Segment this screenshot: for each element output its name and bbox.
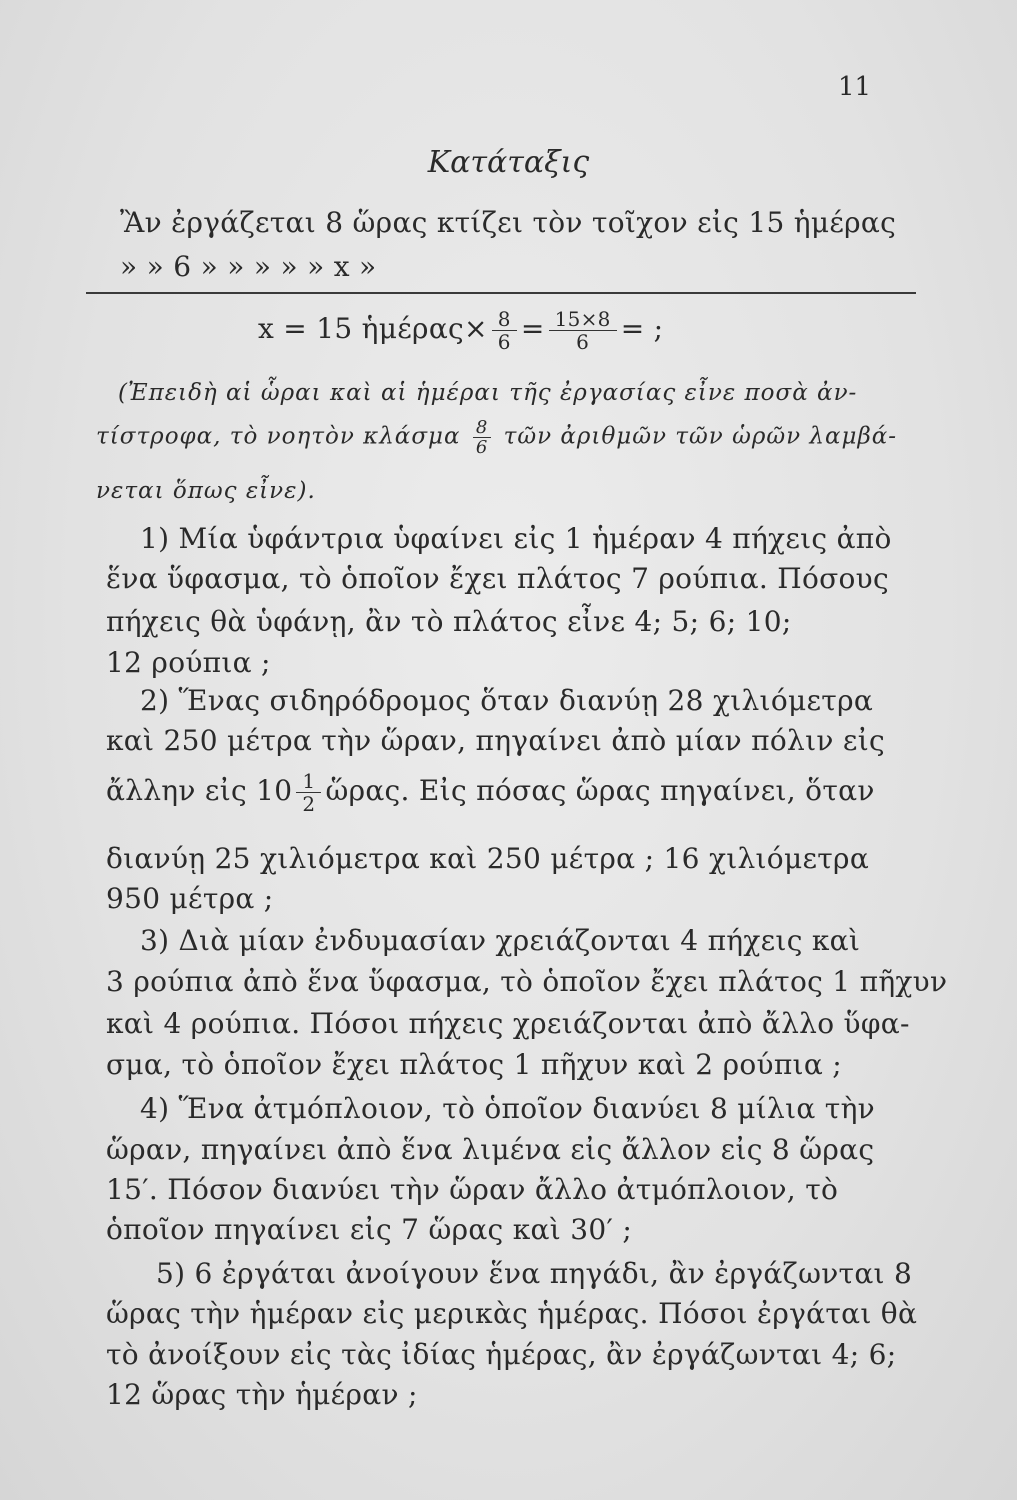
section-title: Κατάταξις xyxy=(427,145,590,180)
problem-4-line-2: ὥραν, πηγαίνει ἀπὸ ἕνα λιμένα εἰς ἄλλον εἰς 8 ὥρας xyxy=(106,1133,875,1166)
problem-1-line-4: 12 ρούπια ; xyxy=(106,646,271,679)
problem-1-line-2: ἕνα ὕφασμα, τὸ ὁποῖον ἔχει πλάτος 7 ρούπια. Πόσους xyxy=(106,562,889,595)
problem-4-line-1: 4) Ἕνα ἀτμόπλοιον, τὸ ὁποῖον διανύει 8 μίλια τὴν xyxy=(140,1092,875,1125)
problem-3-line-1: 3) Διὰ μίαν ἐνδυμασίαν χρειάζονται 4 πήχεις καὶ xyxy=(140,924,861,957)
problem-5-line-4: 12 ὥρας τὴν ἡμέραν ; xyxy=(106,1378,418,1411)
formula-fraction-1: $\frac{8}{6}$ xyxy=(492,308,517,353)
problem-4-line-4: ὁποῖον πηγαίνει εἰς 7 ὥρας καὶ 30′ ; xyxy=(106,1213,633,1246)
note-line-3: νεται ὅπως εἶνε). xyxy=(96,478,316,504)
arrangement-line-2: » » 6 » » » » » x » xyxy=(120,250,377,283)
problem-2-line-3: ἄλλην εἰς 10 $\frac{1}{2}$ ὥρας. Εἰς πόσας ὥρας πηγαίνει, ὅταν xyxy=(106,769,875,816)
problem-1-line-1: 1) Μία ὑφάντρια ὑφαίνει εἰς 1 ἡμέραν 4 πήχεις ἀπὸ xyxy=(140,522,892,555)
problem-5-line-3: τὸ ἀνοίξουν εἰς τὰς ἰδίας ἡμέρας, ἂν ἐργάζωνται 4; 6; xyxy=(106,1338,897,1371)
formula-equals: = xyxy=(520,312,545,345)
problem-2-line-2: καὶ 250 μέτρα τὴν ὥραν, πηγαίνει ἀπὸ μίαν πόλιν εἰς xyxy=(106,724,885,757)
formula-fraction-2: $\frac{15\times 8}{6}$ xyxy=(549,308,617,353)
note-line-2: τίστροφα, τὸ νοητὸν κλάσμα $\frac{8}{6}$ τῶν ἀριθμῶν τῶν ὡρῶν λαμβά- xyxy=(96,417,898,458)
problem-2-line-5: 950 μέτρα ; xyxy=(106,882,274,915)
problem-3-line-4: σμα, τὸ ὁποῖον ἔχει πλάτος 1 πῆχυν καὶ 2 ρούπια ; xyxy=(106,1048,842,1081)
problem-3-line-3: καὶ 4 ρούπια. Πόσοι πήχεις χρειάζονται ἀπὸ ἄλλο ὕφα- xyxy=(106,1007,910,1040)
problem-2-line-4: διανύῃ 25 χιλιόμετρα καὶ 250 μέτρα ; 16 χιλιόμετρα xyxy=(106,842,870,875)
problem-1-line-3: πήχεις θὰ ὑφάνῃ, ἂν τὸ πλάτος εἶνε 4; 5; 6; 10; xyxy=(106,605,792,638)
arrangement-line-1: Ἂν ἐργάζεται 8 ὥρας κτίζει τὸν τοῖχον εἰς 15 ἡμέρας xyxy=(120,206,897,239)
divider-rule xyxy=(86,292,916,294)
problem-3-line-2: 3 ρούπια ἀπὸ ἕνα ὕφασμα, τὸ ὁποῖον ἔχει πλάτος 1 πῆχυν xyxy=(106,965,948,998)
note-fraction: $\frac{8}{6}$ xyxy=(473,418,491,457)
formula xyxy=(258,308,663,353)
page-number: 11 xyxy=(838,72,872,102)
problem-2-line-1: 2) Ἕνας σιδηρόδρομος ὅταν διανύῃ 28 χιλιόμετρα xyxy=(140,684,874,717)
problem-4-line-3: 15′. Πόσον διανύει τὴν ὥραν ἄλλο ἀτμόπλοιον, τὸ xyxy=(106,1173,839,1206)
mixed-fraction: $\frac{1}{2}$ xyxy=(296,770,321,815)
problem-5-line-2: ὥρας τὴν ἡμέραν εἰς μερικὰς ἡμέρας. Πόσοι ἐργάται θὰ xyxy=(106,1297,918,1330)
problem-5-line-1: 5) 6 ἐργάται ἀνοίγουν ἕνα πηγάδι, ἂν ἐργάζωνται 8 xyxy=(156,1257,913,1290)
formula-tail: = ; xyxy=(620,312,664,345)
note-line-1: (Ἐπειδὴ αἱ ὧραι καὶ αἱ ἡμέραι τῆς ἐργασίας εἶνε ποσὰ ἀν- xyxy=(118,380,858,406)
formula-lhs: x = 15 ἡμέρας× xyxy=(258,312,488,345)
